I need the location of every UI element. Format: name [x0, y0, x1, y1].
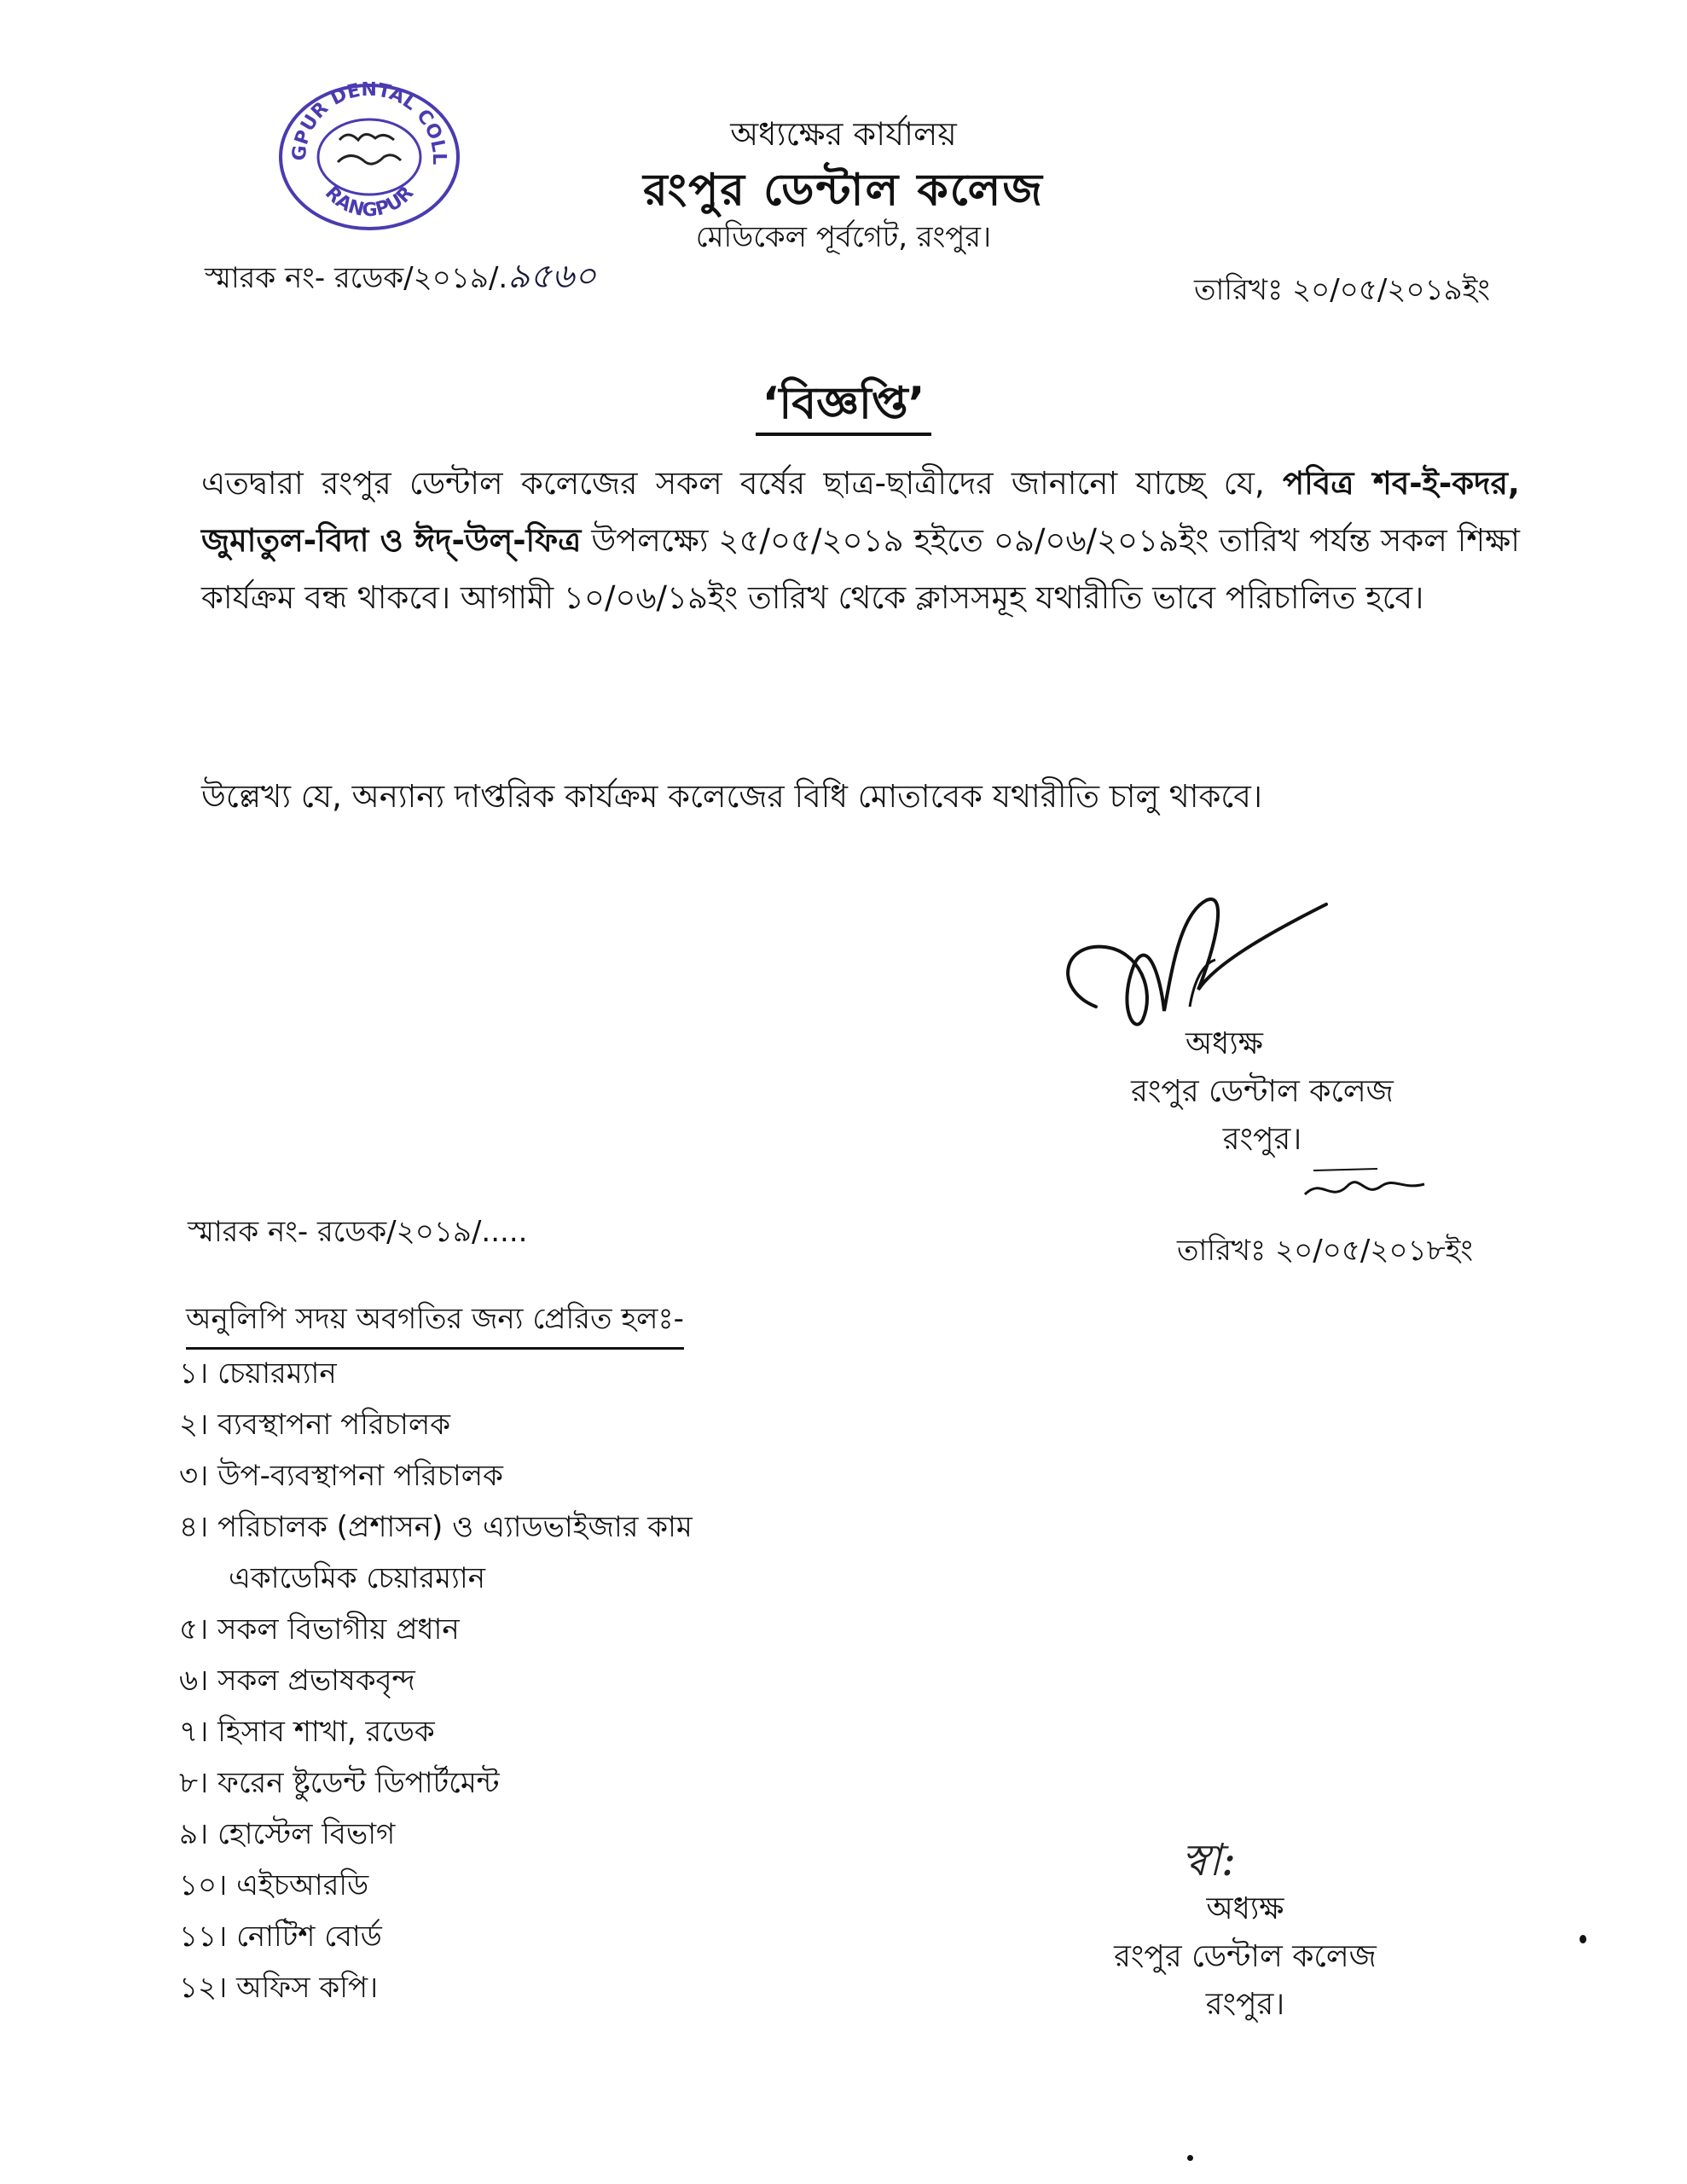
notice-title: [0, 369, 1687, 443]
signatory-2-designation: অধ্যক্ষ: [1206, 1891, 1284, 1926]
signatory-block-1: [1083, 1020, 1441, 1164]
list-item: ৯। হোস্টেল বিভাগ: [179, 1817, 396, 1851]
signatory-1-designation: অধ্যক্ষ: [1186, 1026, 1263, 1061]
college-address: মেডিকেল পূর্বগেট, রংপুর।: [695, 220, 992, 254]
memo-number-bottom: স্মারক নং- রডেক/২০১৯/.....: [188, 1215, 528, 1249]
list-item: ১১। নোটিশ বোর্ড: [179, 1920, 382, 1954]
list-item: ৩। উপ-ব্যবস্থাপনা পরিচালক: [179, 1459, 503, 1493]
list-item: ১২। অফিস কপি।: [179, 1971, 379, 2005]
initials-mark: [1296, 1160, 1433, 1211]
scan-speck: [1580, 1935, 1586, 1943]
list-item: ৫। সকল বিভাগীয় প্রধান: [179, 1612, 460, 1647]
memo-number-top: [205, 249, 596, 306]
scan-speck: [1187, 2155, 1193, 2161]
list-item: ৪। পরিচালক (প্রশাসন) ও এ্যাডভাইজার কাম: [179, 1510, 693, 1544]
notice-title-text: ‘বিজ্ঞপ্তি’: [756, 378, 932, 436]
list-item: ১০। এইচআরডি: [179, 1868, 369, 1902]
signatory-1-college: রংপুর ডেন্টাল কলেজ: [1131, 1074, 1394, 1109]
para1-bold: পবিত্র শব-ই-কদর, জুমাতুল-বিদা ও ঈদ্-উল্-ফিত্র: [201, 465, 1520, 559]
list-item: ৮। ফরেন ষ্টুডেন্ট ডিপার্টমেন্ট: [179, 1766, 500, 1800]
signed-mark: স্বা:: [1181, 1835, 1237, 1886]
signatory-2-city: রংপুর।: [1205, 1987, 1285, 2022]
initials-icon: [1296, 1160, 1433, 1211]
signatory-1-city: রংপুর।: [1222, 1122, 1302, 1157]
list-item: একাডেমিক চেয়ারম্যান: [229, 1561, 486, 1595]
date-top: তারিখঃ ২০/০৫/২০১৯ইং: [1194, 273, 1491, 307]
date-bottom: তারিখঃ ২০/০৫/২০১৮ইং: [1177, 1234, 1474, 1268]
list-item: ৭। হিসাব শাখা, রডেক: [179, 1715, 435, 1749]
notice-paragraph-1: [201, 455, 1520, 626]
signatory-2-college: রংপুর ডেন্টাল কলেজ: [1114, 1939, 1377, 1974]
college-name: রংপুর ডেন্টাল কলেজ: [643, 165, 1044, 216]
list-item: ৬। সকল প্রভাষকবৃন্দ: [179, 1664, 415, 1698]
office-name: অধ্যক্ষের কার্যালয়: [730, 115, 957, 153]
copies-heading: অনুলিপি সদয় অবগতির জন্য প্রেরিত হলঃ-: [186, 1297, 684, 1350]
para1-part-a: এতদ্বারা রংপুর ডেন্টাল কলেজের সকল বর্ষের ছাত্র-ছাত্রীদের জানানো যাচ্ছে যে,: [201, 465, 1283, 502]
seal-text-top: GPUR DENTAL COLL: [288, 78, 450, 166]
copies-list: [179, 1348, 693, 2013]
notice-paragraph-2: উল্লেখ্য যে, অন্যান্য দাপ্তরিক কার্যক্রম কলেজের বিধি মোতাবেক যথারীতি চালু থাকবে।: [201, 778, 1263, 815]
seal-text-bottom: RANGPUR: [320, 182, 419, 222]
memo-number-handwritten: ৯৫৬০: [507, 257, 597, 296]
memo-prefix: স্মারক নং- রডেক/২০১৯/.: [205, 261, 508, 295]
list-item: ২। ব্যবস্থাপনা পরিচালক: [179, 1408, 451, 1442]
para1-part-b: উপলক্ষ্যে ২৫/০৫/২০১৯ হইতে ০৯/০৬/২০১৯ইং তারিখ পর্যন্ত সকল শিক্ষা কার্যক্রম বন্ধ থাকবে। আগামী ১০/০৬/১৯ইং তারিখ থেকে ক্লাসসমূহ যথারীতি ভাবে পরিচালিত হবে।: [201, 522, 1520, 616]
signatory-block-2: [1066, 1885, 1424, 2029]
list-item: ১। চেয়ারম্যান: [179, 1356, 337, 1391]
